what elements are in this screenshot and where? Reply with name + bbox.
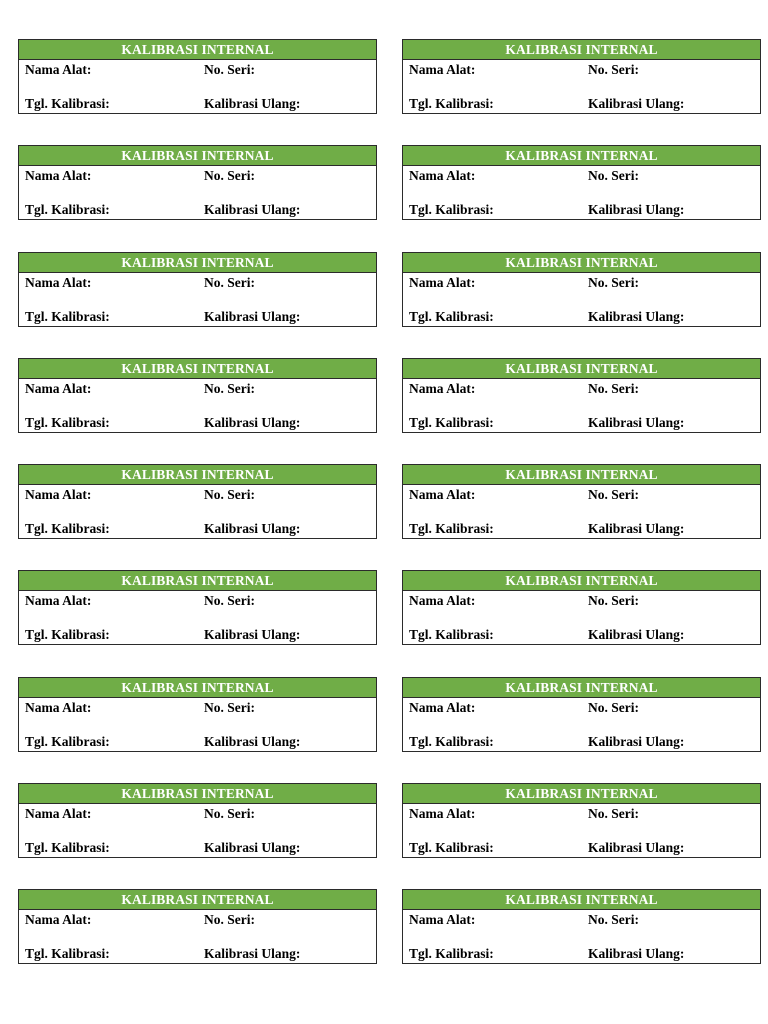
tgl-kalibrasi-label: Tgl. Kalibrasi:	[409, 734, 494, 749]
kalibrasi-ulang-label: Kalibrasi Ulang:	[204, 734, 301, 749]
nama-alat-label: Nama Alat:	[409, 381, 476, 396]
label-title: KALIBRASI INTERNAL	[19, 678, 376, 698]
no-seri-label: No. Seri:	[588, 912, 639, 927]
kalibrasi-ulang-label: Kalibrasi Ulang:	[204, 627, 301, 642]
tgl-kalibrasi-label: Tgl. Kalibrasi:	[409, 309, 494, 324]
nama-alat-label: Nama Alat:	[25, 168, 92, 183]
nama-alat-label: Nama Alat:	[409, 487, 476, 502]
tgl-kalibrasi-label: Tgl. Kalibrasi:	[409, 202, 494, 217]
tgl-kalibrasi-label: Tgl. Kalibrasi:	[25, 415, 110, 430]
tgl-kalibrasi-label: Tgl. Kalibrasi:	[409, 627, 494, 642]
calibration-label	[402, 39, 761, 114]
label-title: KALIBRASI INTERNAL	[19, 890, 376, 910]
no-seri-label: No. Seri:	[588, 700, 639, 715]
tgl-kalibrasi-label: Tgl. Kalibrasi:	[25, 840, 110, 855]
nama-alat-label: Nama Alat:	[409, 593, 476, 608]
no-seri-label: No. Seri:	[204, 62, 255, 77]
calibration-label	[18, 252, 377, 327]
calibration-label	[402, 252, 761, 327]
kalibrasi-ulang-label: Kalibrasi Ulang:	[588, 415, 685, 430]
calibration-label	[402, 570, 761, 645]
calibration-label	[18, 570, 377, 645]
label-title: KALIBRASI INTERNAL	[19, 146, 376, 166]
kalibrasi-ulang-label: Kalibrasi Ulang:	[204, 202, 301, 217]
no-seri-label: No. Seri:	[204, 593, 255, 608]
label-title: KALIBRASI INTERNAL	[403, 40, 760, 60]
no-seri-label: No. Seri:	[204, 700, 255, 715]
calibration-label	[18, 783, 377, 858]
tgl-kalibrasi-label: Tgl. Kalibrasi:	[25, 96, 110, 111]
no-seri-label: No. Seri:	[204, 381, 255, 396]
kalibrasi-ulang-label: Kalibrasi Ulang:	[588, 627, 685, 642]
tgl-kalibrasi-label: Tgl. Kalibrasi:	[25, 202, 110, 217]
label-title: KALIBRASI INTERNAL	[403, 359, 760, 379]
kalibrasi-ulang-label: Kalibrasi Ulang:	[588, 309, 685, 324]
label-title: KALIBRASI INTERNAL	[19, 571, 376, 591]
no-seri-label: No. Seri:	[588, 275, 639, 290]
kalibrasi-ulang-label: Kalibrasi Ulang:	[204, 946, 301, 961]
label-title: KALIBRASI INTERNAL	[19, 40, 376, 60]
kalibrasi-ulang-label: Kalibrasi Ulang:	[204, 840, 301, 855]
tgl-kalibrasi-label: Tgl. Kalibrasi:	[409, 840, 494, 855]
no-seri-label: No. Seri:	[588, 806, 639, 821]
tgl-kalibrasi-label: Tgl. Kalibrasi:	[25, 309, 110, 324]
label-title: KALIBRASI INTERNAL	[403, 890, 760, 910]
nama-alat-label: Nama Alat:	[409, 700, 476, 715]
no-seri-label: No. Seri:	[204, 487, 255, 502]
calibration-label	[18, 39, 377, 114]
calibration-label	[18, 358, 377, 433]
nama-alat-label: Nama Alat:	[25, 381, 92, 396]
label-title: KALIBRASI INTERNAL	[19, 359, 376, 379]
calibration-label	[402, 783, 761, 858]
calibration-label	[402, 889, 761, 964]
no-seri-label: No. Seri:	[588, 168, 639, 183]
kalibrasi-ulang-label: Kalibrasi Ulang:	[588, 96, 685, 111]
calibration-label	[402, 145, 761, 220]
kalibrasi-ulang-label: Kalibrasi Ulang:	[588, 946, 685, 961]
label-title: KALIBRASI INTERNAL	[403, 146, 760, 166]
nama-alat-label: Nama Alat:	[409, 168, 476, 183]
no-seri-label: No. Seri:	[588, 593, 639, 608]
kalibrasi-ulang-label: Kalibrasi Ulang:	[204, 309, 301, 324]
label-title: KALIBRASI INTERNAL	[403, 784, 760, 804]
calibration-label	[18, 889, 377, 964]
tgl-kalibrasi-label: Tgl. Kalibrasi:	[409, 415, 494, 430]
label-title: KALIBRASI INTERNAL	[403, 678, 760, 698]
kalibrasi-ulang-label: Kalibrasi Ulang:	[588, 521, 685, 536]
label-title: KALIBRASI INTERNAL	[19, 253, 376, 273]
tgl-kalibrasi-label: Tgl. Kalibrasi:	[409, 96, 494, 111]
kalibrasi-ulang-label: Kalibrasi Ulang:	[204, 415, 301, 430]
kalibrasi-ulang-label: Kalibrasi Ulang:	[588, 202, 685, 217]
no-seri-label: No. Seri:	[588, 381, 639, 396]
label-title: KALIBRASI INTERNAL	[19, 465, 376, 485]
nama-alat-label: Nama Alat:	[409, 62, 476, 77]
no-seri-label: No. Seri:	[204, 912, 255, 927]
label-title: KALIBRASI INTERNAL	[403, 465, 760, 485]
nama-alat-label: Nama Alat:	[25, 487, 92, 502]
kalibrasi-ulang-label: Kalibrasi Ulang:	[588, 840, 685, 855]
calibration-label	[402, 464, 761, 539]
calibration-label	[402, 677, 761, 752]
tgl-kalibrasi-label: Tgl. Kalibrasi:	[409, 521, 494, 536]
calibration-label	[402, 358, 761, 433]
calibration-label	[18, 145, 377, 220]
calibration-label	[18, 464, 377, 539]
label-title: KALIBRASI INTERNAL	[19, 784, 376, 804]
tgl-kalibrasi-label: Tgl. Kalibrasi:	[25, 946, 110, 961]
no-seri-label: No. Seri:	[204, 806, 255, 821]
nama-alat-label: Nama Alat:	[409, 806, 476, 821]
nama-alat-label: Nama Alat:	[25, 806, 92, 821]
nama-alat-label: Nama Alat:	[25, 700, 92, 715]
label-title: KALIBRASI INTERNAL	[403, 253, 760, 273]
tgl-kalibrasi-label: Tgl. Kalibrasi:	[25, 521, 110, 536]
tgl-kalibrasi-label: Tgl. Kalibrasi:	[409, 946, 494, 961]
no-seri-label: No. Seri:	[588, 487, 639, 502]
nama-alat-label: Nama Alat:	[409, 912, 476, 927]
no-seri-label: No. Seri:	[204, 275, 255, 290]
kalibrasi-ulang-label: Kalibrasi Ulang:	[204, 521, 301, 536]
calibration-label	[18, 677, 377, 752]
tgl-kalibrasi-label: Tgl. Kalibrasi:	[25, 627, 110, 642]
nama-alat-label: Nama Alat:	[409, 275, 476, 290]
nama-alat-label: Nama Alat:	[25, 62, 92, 77]
nama-alat-label: Nama Alat:	[25, 275, 92, 290]
nama-alat-label: Nama Alat:	[25, 912, 92, 927]
label-title: KALIBRASI INTERNAL	[403, 571, 760, 591]
no-seri-label: No. Seri:	[588, 62, 639, 77]
no-seri-label: No. Seri:	[204, 168, 255, 183]
kalibrasi-ulang-label: Kalibrasi Ulang:	[204, 96, 301, 111]
kalibrasi-ulang-label: Kalibrasi Ulang:	[588, 734, 685, 749]
nama-alat-label: Nama Alat:	[25, 593, 92, 608]
tgl-kalibrasi-label: Tgl. Kalibrasi:	[25, 734, 110, 749]
